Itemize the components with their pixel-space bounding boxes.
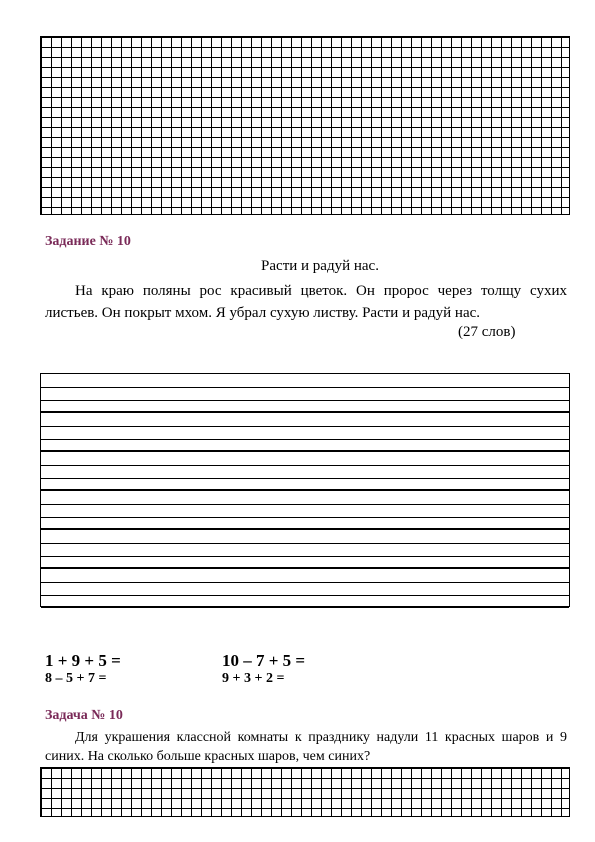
- dictation-text: На краю поляны рос красивый цветок. Он пророс через толщу сухих листьев. Он покрыт мхом. Я убрал сухую листву. Расти и радуй нас.: [45, 283, 567, 321]
- problem-text: Для украшения классной комнаты к празднику надули 11 красных шаров и 9 синих. На сколько больше красных шаров, чем синих?: [45, 730, 567, 764]
- ruled-writing-lines: [40, 373, 570, 607]
- ruled-line-group: [41, 413, 569, 452]
- word-count: (27 слов): [458, 324, 516, 340]
- bottom-writing-grid: [40, 767, 570, 817]
- math-example: 9 + 3 + 2 =: [222, 671, 285, 686]
- dictation-title: Расти и радуй нас.: [261, 258, 379, 274]
- math-example: 10 – 7 + 5 =: [222, 651, 306, 670]
- problem-heading: Задача № 10: [45, 708, 123, 723]
- math-example: 8 – 5 + 7 =: [45, 671, 107, 686]
- ruled-line-group: [41, 452, 569, 491]
- ruled-line-group: [41, 569, 569, 608]
- ruled-line-group: [41, 374, 569, 413]
- ruled-line-group: [41, 491, 569, 530]
- top-writing-grid: [40, 36, 570, 215]
- ruled-line-group: [41, 530, 569, 569]
- task-heading: Задание № 10: [45, 234, 131, 249]
- math-example: 1 + 9 + 5 =: [45, 651, 121, 670]
